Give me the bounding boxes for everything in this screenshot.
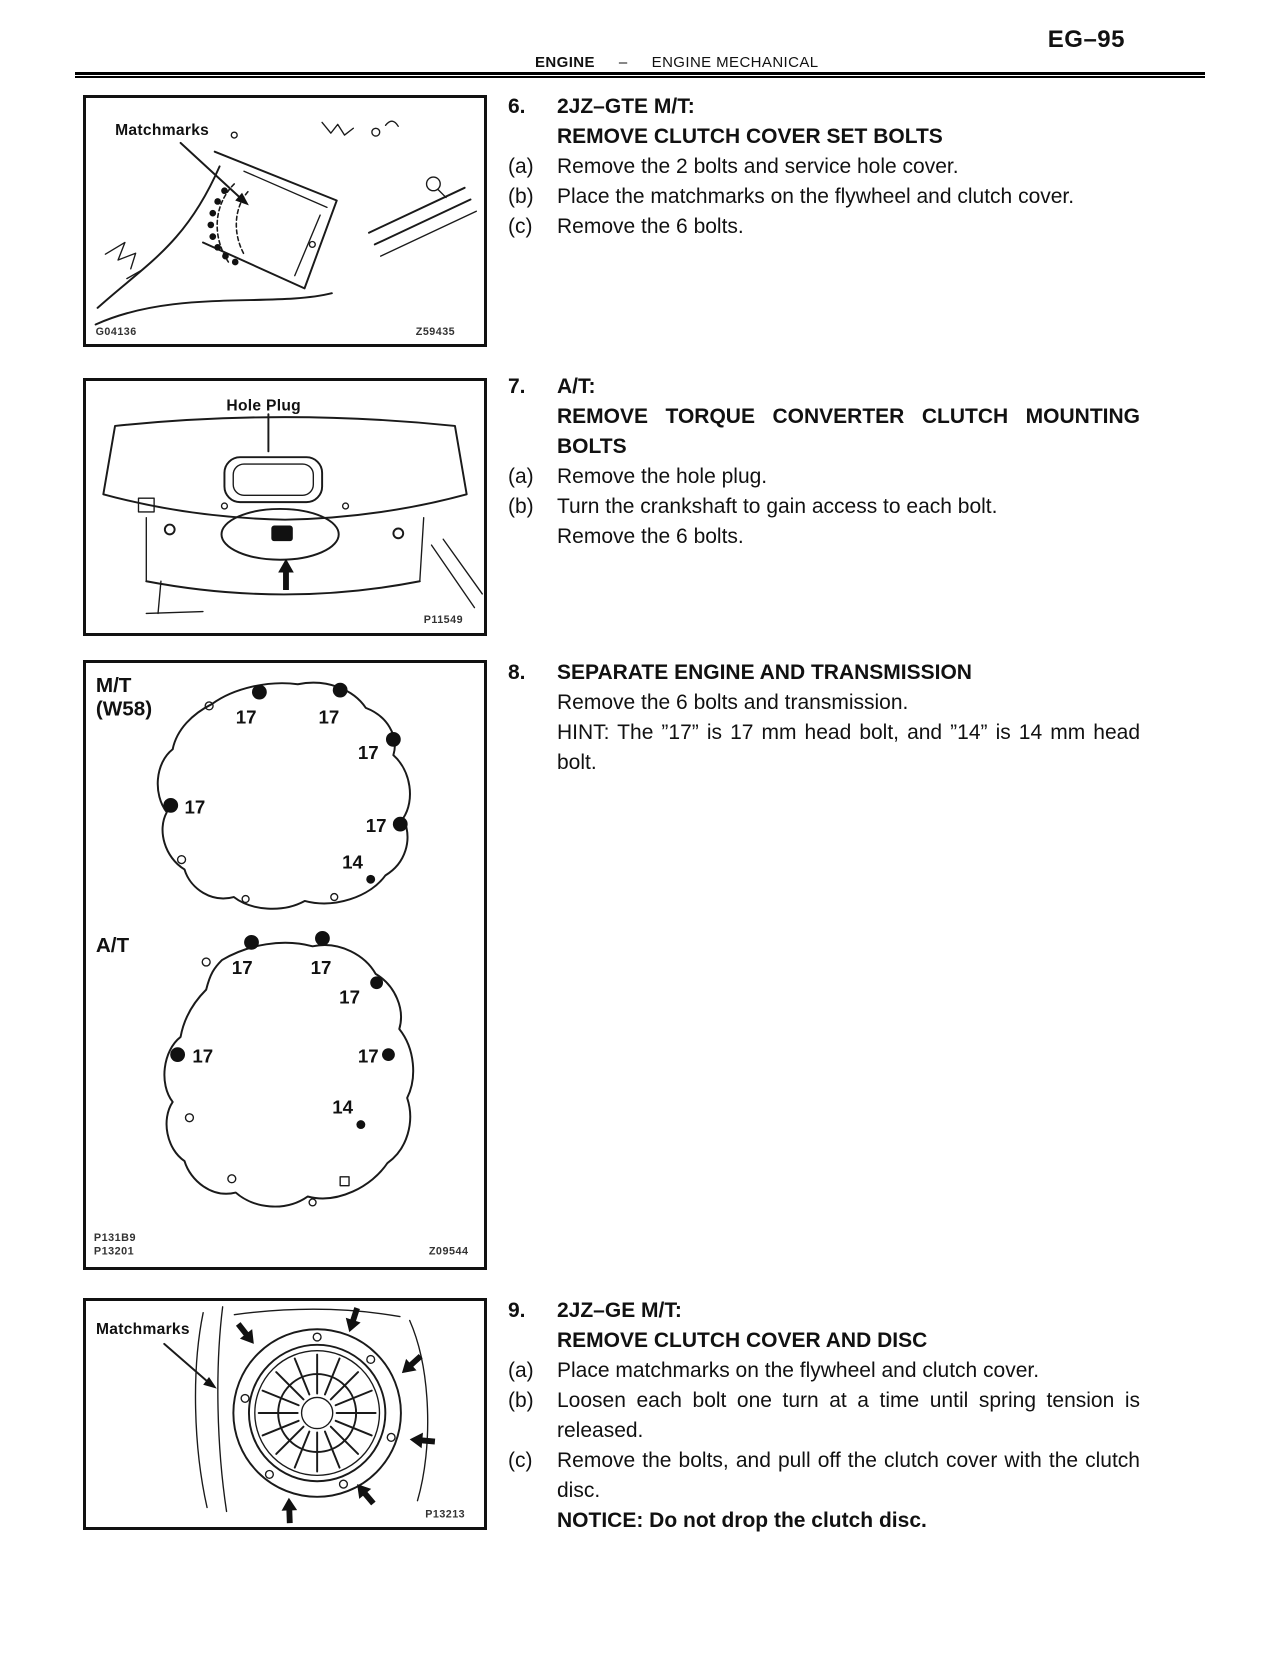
- step-label: (b): [508, 495, 534, 518]
- section-9: [508, 1296, 1140, 1536]
- mt-bolt-size-label: 17: [357, 742, 379, 764]
- at-label: A/T: [95, 934, 130, 958]
- section-number: 8.: [508, 661, 526, 684]
- figure1-illustration: [86, 98, 484, 344]
- figure3-code-left-1: P131B9: [93, 1231, 136, 1244]
- diaphragm-fingers: [259, 1355, 376, 1472]
- section-title-line2: REMOVE CLUTCH COVER AND DISC: [557, 1329, 928, 1352]
- figure2-illustration: [86, 381, 484, 633]
- mt-bolts: [163, 683, 407, 884]
- step-label: (c): [508, 1449, 533, 1472]
- step-text-line2: Remove the 6 bolts.: [557, 525, 744, 548]
- step-label: (b): [508, 1389, 534, 1412]
- step-text: Remove the bolts, and pull off the clutch cover with the clutch disc.: [557, 1449, 1140, 1502]
- section-title-line2: REMOVE CLUTCH COVER SET BOLTS: [557, 125, 943, 148]
- step-label: (c): [508, 215, 533, 238]
- figure4-illustration: [86, 1301, 484, 1527]
- figure1-code-left: G04136: [95, 326, 137, 339]
- mt-bolt-size-label: 17: [365, 815, 387, 837]
- figure2-code: P11549: [423, 614, 464, 627]
- section-body-line: Remove the 6 bolts and transmission.: [557, 691, 909, 714]
- figure4-line-art: [164, 1307, 428, 1512]
- mt-bolt-size-label: 17: [235, 706, 257, 728]
- hole-plug-arrow: [278, 559, 294, 590]
- step-text: Place matchmarks on the flywheel and clutch cover.: [557, 1359, 1040, 1382]
- mt-label: M/T: [95, 674, 132, 698]
- notice-text: NOTICE: Do not drop the clutch disc.: [557, 1509, 927, 1532]
- at-bolt-size-label: 17: [310, 956, 332, 978]
- section-hint: HINT: The ”17” is 17 mm head bolt, and ”14” is 14 mm head bolt.: [557, 721, 1140, 774]
- breadcrumb-section: ENGINE: [535, 54, 595, 71]
- step-text: Remove the hole plug.: [557, 465, 768, 488]
- section-title-line1: 2JZ–GTE M/T:: [557, 95, 695, 118]
- step-label: (a): [508, 1359, 534, 1382]
- figure-hole-plug: [83, 378, 487, 636]
- section-number: 7.: [508, 375, 526, 398]
- section-8: [508, 658, 1140, 778]
- section-title-line1: 2JZ–GE M/T:: [557, 1299, 682, 1322]
- at-bolt-size-label: 17: [231, 956, 253, 978]
- hole-plug-shape: [271, 526, 292, 542]
- figure2-line-art: [103, 414, 482, 613]
- at-bolt-size-label: 17: [339, 986, 360, 1008]
- section-number: 9.: [508, 1299, 526, 1322]
- matchmarks-label: Matchmarks: [115, 122, 210, 140]
- figure3-code-right: Z09544: [428, 1245, 469, 1258]
- figure4-code: P13213: [425, 1508, 466, 1521]
- section-7: [508, 372, 1140, 552]
- figure1-code-right: Z59435: [415, 326, 456, 339]
- step-text: [557, 492, 1140, 552]
- hole-plug-label: Hole Plug: [226, 397, 302, 415]
- figure3-illustration: [86, 663, 484, 1267]
- breadcrumb-separator: –: [618, 54, 628, 71]
- header-rule: [75, 72, 1205, 78]
- mt-bolt-size-label: 17: [318, 706, 340, 728]
- figure-clutch-cover-matchmarks: [83, 95, 487, 347]
- section-6: [508, 92, 1140, 242]
- step-text: Place the matchmarks on the flywheel and clutch cover.: [557, 185, 1075, 208]
- figure-transmission-bolt-layout: [83, 660, 487, 1270]
- figure1-line-art: [96, 121, 477, 324]
- step-label: (a): [508, 155, 534, 178]
- bolt-arrows: [232, 1306, 436, 1524]
- step-text: Remove the 6 bolts.: [557, 215, 744, 238]
- step-text: Remove the 2 bolts and service hole cover.: [557, 155, 959, 178]
- mt-sublabel: (W58): [95, 697, 153, 721]
- mt-bolt-size-label: 17: [184, 796, 206, 818]
- section-title-line1: A/T:: [557, 375, 596, 398]
- mt-bolt-size-label: 14: [342, 851, 363, 873]
- step-text: Loosen each bolt one turn at a time until spring tension is released.: [557, 1389, 1140, 1442]
- breadcrumb: [535, 54, 819, 71]
- step-label: (b): [508, 185, 534, 208]
- at-bolt-size-label: 17: [192, 1045, 214, 1067]
- figure-clutch-cover-removal: [83, 1298, 487, 1530]
- step-text-line1: Turn the crankshaft to gain access to each bolt.: [557, 495, 998, 518]
- breadcrumb-subsection: ENGINE MECHANICAL: [651, 54, 819, 71]
- matchmarks-label: Matchmarks: [96, 1321, 190, 1339]
- page-number: EG–95: [1047, 26, 1125, 53]
- section-title-line2: REMOVE TORQUE CONVERTER CLUTCH MOUNTING BOLTS: [557, 405, 1140, 458]
- step-label: (a): [508, 465, 534, 488]
- at-bolt-size-label: 17: [357, 1045, 379, 1067]
- at-bolt-size-label: 14: [332, 1096, 354, 1118]
- section-number: 6.: [508, 95, 526, 118]
- section-title-line1: SEPARATE ENGINE AND TRANSMISSION: [557, 661, 972, 684]
- at-bolts: [170, 931, 395, 1129]
- figure3-code-left-2: P13201: [93, 1245, 135, 1258]
